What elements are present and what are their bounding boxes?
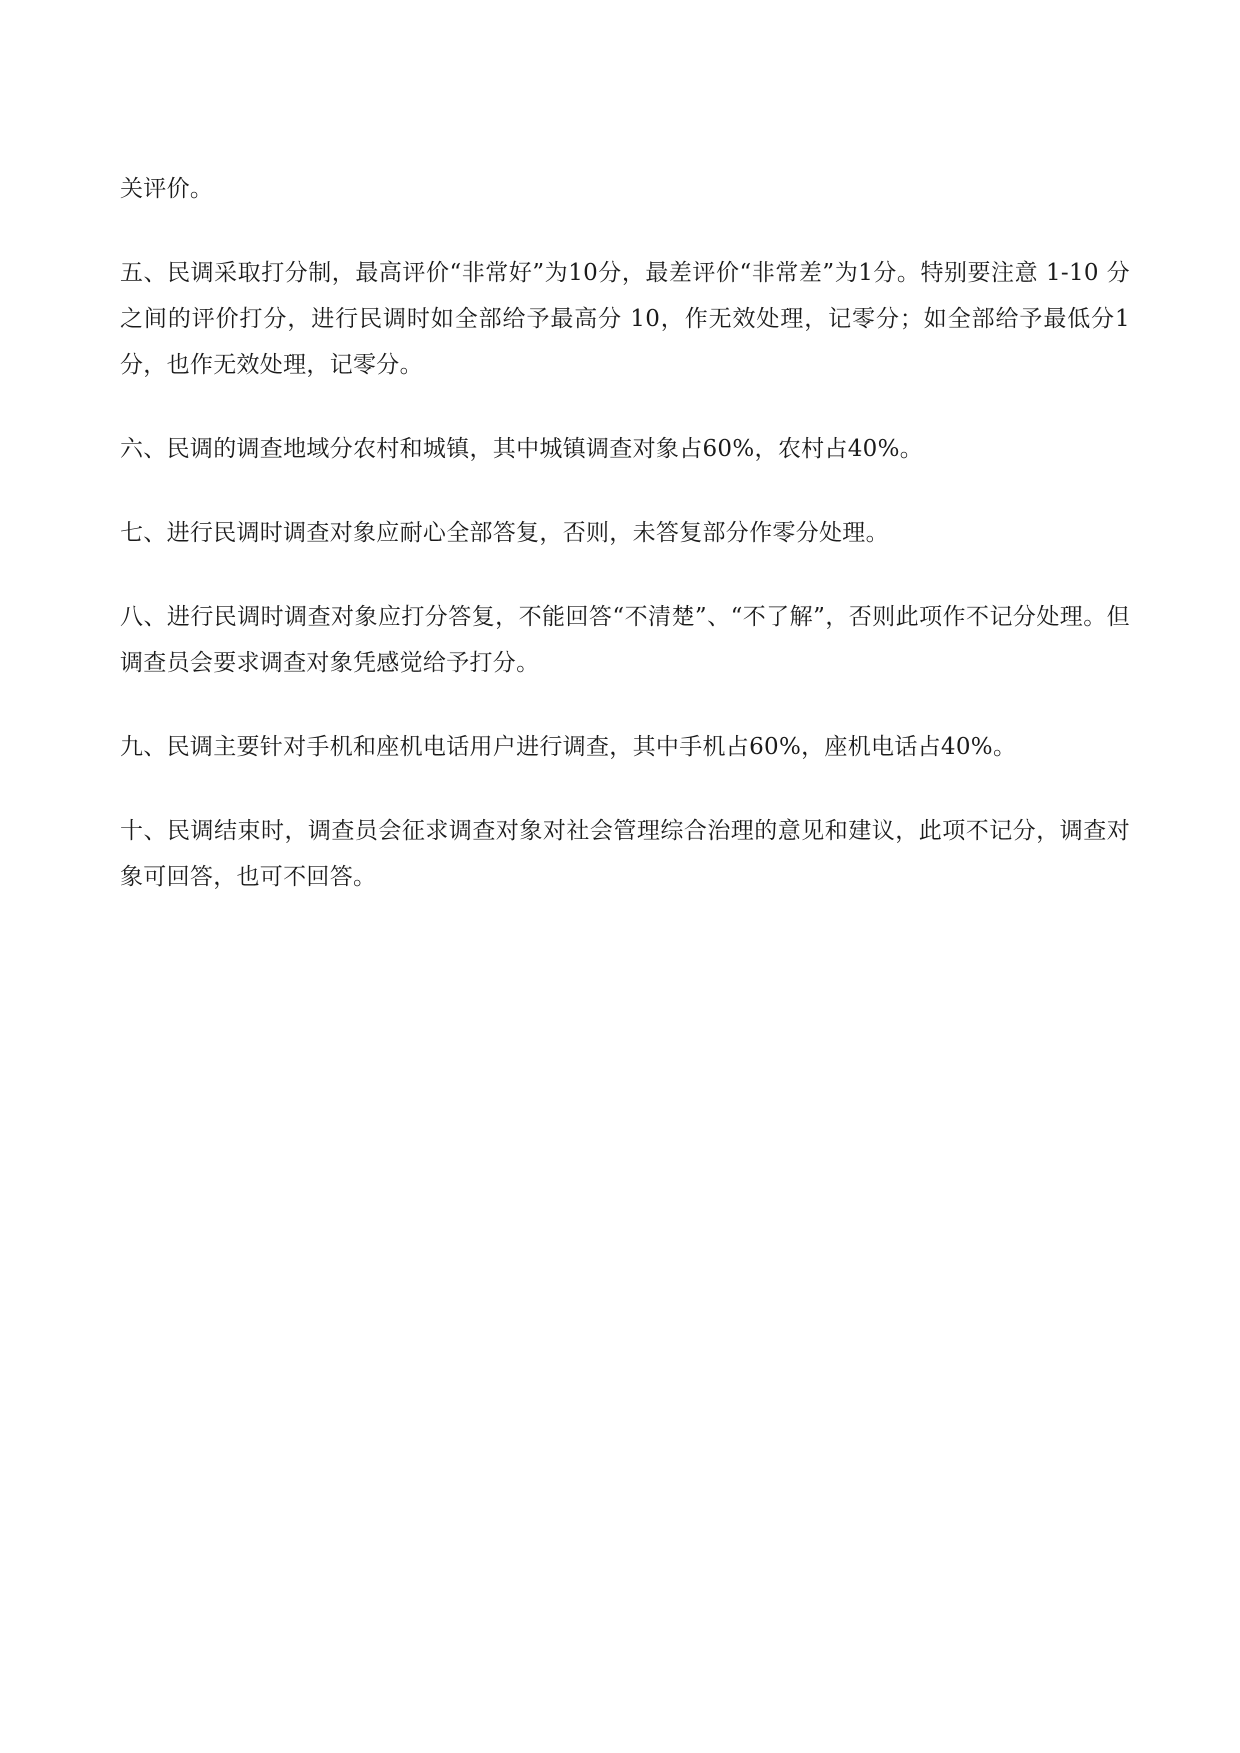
paragraph-item-9: 九、民调主要针对手机和座机电话用户进行调查，其中手机占60%，座机电话占40%。: [120, 734, 1017, 760]
paragraph-item-10: 十、民调结束时，调查员会征求调查对象对社会管理综合治理的意见和建议，此项不记分，调查对象可回答，也可不回答。: [120, 818, 1130, 890]
document-body: [120, 166, 1130, 938]
paragraph-item-8: 八、进行民调时调查对象应打分答复，不能回答“不清楚”、“不了解”，否则此项作不记分处理。但调查员会要求调查对象凭感觉给予打分。: [120, 604, 1130, 676]
paragraph-item-7: 七、进行民调时调查对象应耐心全部答复，否则，未答复部分作零分处理。: [120, 520, 889, 546]
paragraph-item-6: 六、民调的调查地域分农村和城镇，其中城镇调查对象占60%，农村占40%。: [120, 436, 924, 462]
paragraph-continuation: 关评价。: [120, 176, 214, 202]
paragraph-item-5: 五、民调采取打分制，最高评价“非常好”为10分，最差评价“非常差”为1分。特别要注意 1-10 分之间的评价打分，进行民调时如全部给予最高分 10，作无效处理，记零分；如全部给予最低分1分，也作无效处理，记零分。: [120, 260, 1130, 378]
